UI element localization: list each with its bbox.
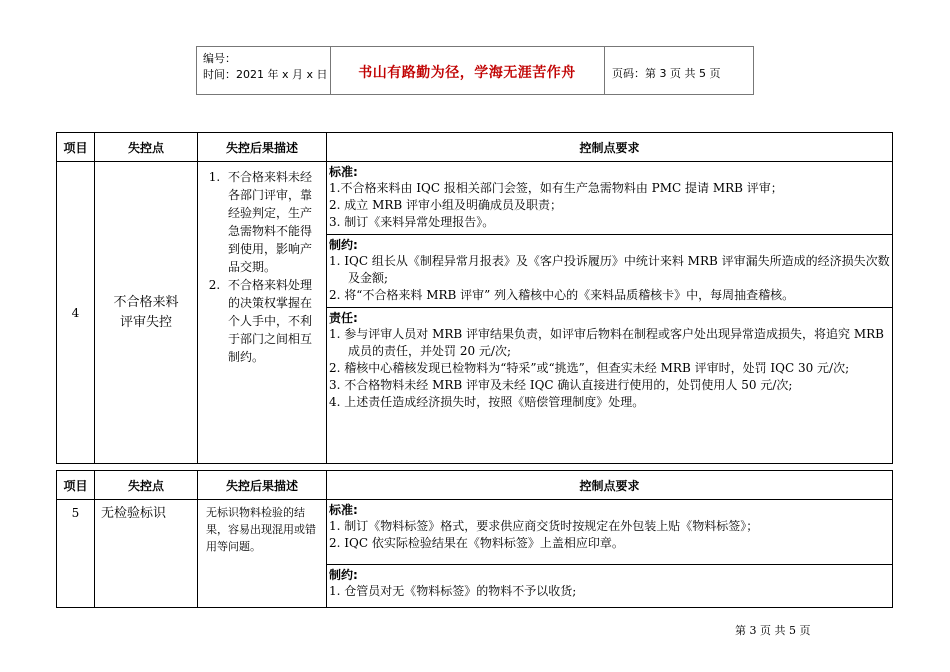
- constraint-line: 2. 将“不合格来料 MRB 评审” 列入稽核中心的《来料品质稽核卡》中，每周抽查稽核。: [329, 288, 795, 302]
- standard-line: 2. 成立 MRB 评审小组及明确成员及职责；: [329, 198, 563, 212]
- header-meta-cell: [197, 47, 331, 94]
- constraint-title: 制约:: [329, 568, 358, 582]
- effect-description: 无标识物料检验的结果，容易出现混用或错用等问题。: [198, 500, 327, 608]
- standard-line: 1.不合格来料由 IQC 报相关部门会签，如有生产急需物料由 PMC 提请 MRB 评审；: [329, 181, 783, 195]
- requirements: [327, 162, 893, 464]
- duty-section: [327, 308, 892, 414]
- table-row: [57, 500, 893, 608]
- table-header-row: [57, 133, 893, 162]
- standard-title: 标准:: [329, 503, 358, 517]
- duty-line: 2. 稽核中心稽核发现已检物料为“特采”或“挑选”，但查实未经 MRB 评审时，处罚 IQC 30 元/次;: [329, 361, 850, 375]
- motto: 书山有路勤为径，学海无涯苦作舟: [358, 65, 576, 81]
- table-header-row: [57, 471, 893, 500]
- constraint-line: 1. 仓管员对无《物料标签》的物料不予以收货;: [329, 584, 577, 598]
- constraint-title: 制约:: [329, 238, 358, 252]
- standard-line: 3. 制订《来料异常处理报告》。: [329, 215, 495, 229]
- constraint-line: 1. IQC 组长从《制程异常月报表》及《客户投诉履历》中统计来料 MRB 评审漏失所造成的经济损失次数及金额;: [329, 254, 890, 285]
- document-header: [196, 46, 754, 95]
- number-label: 编号：: [203, 52, 236, 65]
- constraint-section: [327, 565, 892, 603]
- page-footer: 第 3 页 共 5 页: [735, 624, 811, 637]
- constraint-section: [327, 235, 892, 308]
- table-row: [57, 162, 893, 464]
- control-point: 无检验标识: [95, 500, 198, 608]
- standard-section: [327, 162, 892, 235]
- standard-line: 2. IQC 依实际检验结果在《物料标签》上盖相应印章。: [329, 536, 624, 550]
- col-requirement: 控制点要求: [327, 471, 893, 500]
- col-point: 失控点: [95, 133, 198, 162]
- standard-title: 标准:: [329, 165, 358, 179]
- requirements: [327, 500, 893, 608]
- col-requirement: 控制点要求: [327, 133, 893, 162]
- header-page-cell: [604, 47, 753, 94]
- effect-description: [198, 162, 327, 464]
- duty-line: 1. 参与评审人员对 MRB 评审结果负责，如评审后物料在制程或客户处出现异常造成损失，将追究 MRB 成员的责任，并处罚 20 元/次;: [329, 327, 884, 358]
- item-number: 5: [57, 500, 95, 608]
- col-effect: 失控后果描述: [198, 133, 327, 162]
- effect-item: 1. 不合格来料未经各部门评审，靠经验判定，生产急需物料不能得到使用，影响产品交期。: [224, 168, 322, 276]
- control-table-item-5: [56, 470, 893, 608]
- item-number: 4: [57, 162, 95, 464]
- standard-section: [327, 500, 892, 565]
- duty-title: 责任:: [329, 311, 358, 325]
- duty-line: 3. 不合格物料未经 MRB 评审及未经 IQC 确认直接进行使用的，处罚使用人 50 元/次;: [329, 378, 793, 392]
- effect-item: 2. 不合格来料处理的决策权掌握在个人手中，不利于部门之间相互制约。: [224, 276, 322, 366]
- control-point: [95, 162, 198, 464]
- standard-line: 1. 制订《物料标签》格式，要求供应商交货时按规定在外包装上贴《物料标签》；: [329, 519, 759, 533]
- header-motto-cell: [330, 47, 605, 94]
- date-label: 时间：2021 年 x 月 x 日: [203, 68, 328, 81]
- col-item: 项目: [57, 471, 95, 500]
- duty-line: 4. 上述责任造成经济损失时，按照《赔偿管理制度》处理。: [329, 395, 645, 409]
- control-table-item-4: [56, 132, 893, 464]
- control-point-text: 不合格来料评审失控: [113, 294, 179, 330]
- page-label: 页码：第 3 页 共 5 页: [612, 67, 721, 80]
- col-effect: 失控后果描述: [198, 471, 327, 500]
- col-point: 失控点: [95, 471, 198, 500]
- col-item: 项目: [57, 133, 95, 162]
